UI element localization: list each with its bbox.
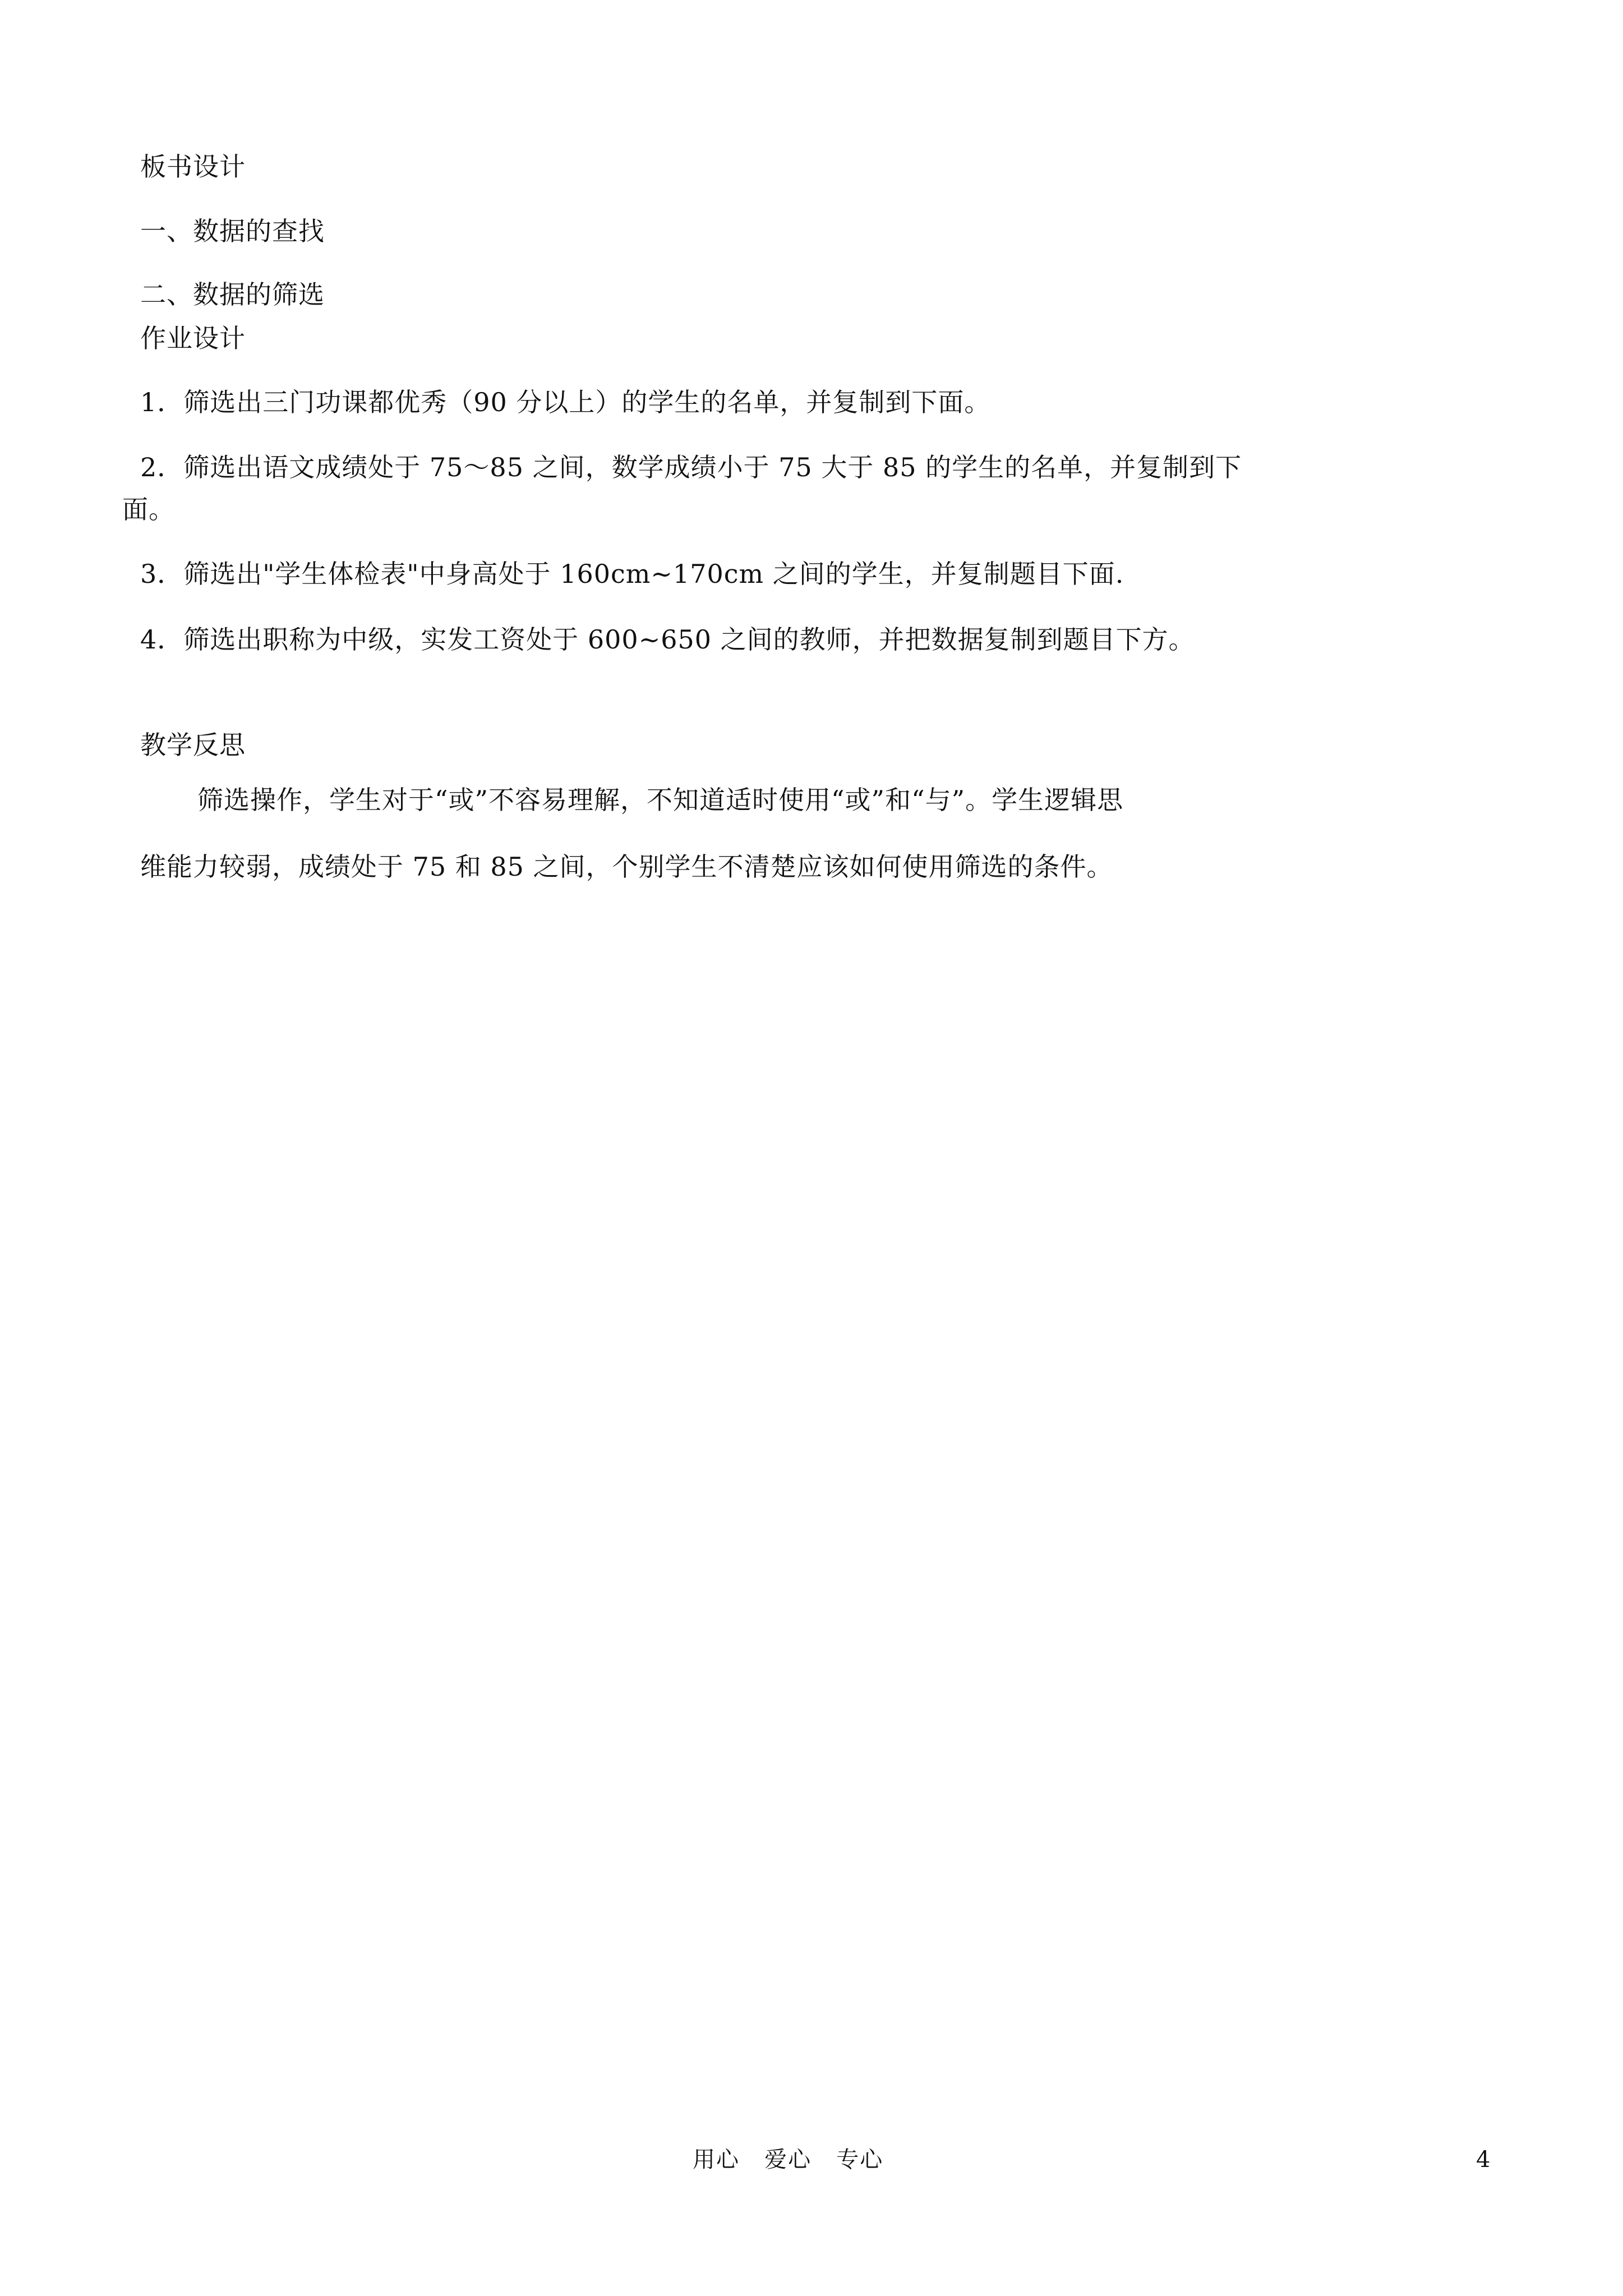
page-number: 4 — [1476, 2147, 1491, 2173]
homework-item: 3．筛选出"学生体检表"中身高处于 160cm~170cm 之间的学生，并复制题目下面. — [140, 559, 1124, 589]
reflection-paragraph-line: 维能力较弱，成绩处于 75 和 85 之间，个别学生不清楚应该如何使用筛选的条件。 — [140, 852, 1113, 882]
reflection-paragraph-line: 筛选操作，学生对于“或”不容易理解，不知道适时使用“或”和“与”。学生逻辑思 — [197, 785, 1124, 815]
homework-item: 2．筛选出语文成绩处于 75～85 之间，数学成绩小于 75 大于 85 的学生的名单，并复制到下 — [140, 452, 1242, 482]
board-design-item: 一、数据的查找 — [140, 216, 325, 246]
homework-heading: 作业设计 — [140, 323, 246, 353]
footer-motto: 用心 爱心 专心 — [693, 2147, 884, 2173]
homework-item: 4．筛选出职称为中级，实发工资处于 600~650 之间的教师，并把数据复制到题目下方。 — [140, 624, 1195, 655]
reflection-heading: 教学反思 — [140, 730, 246, 760]
board-design-item: 二、数据的筛选 — [140, 279, 325, 310]
board-design-heading: 板书设计 — [140, 151, 246, 182]
homework-item-continuation: 面。 — [122, 494, 175, 524]
homework-item: 1．筛选出三门功课都优秀（90 分以上）的学生的名单，并复制到下面。 — [140, 387, 991, 417]
